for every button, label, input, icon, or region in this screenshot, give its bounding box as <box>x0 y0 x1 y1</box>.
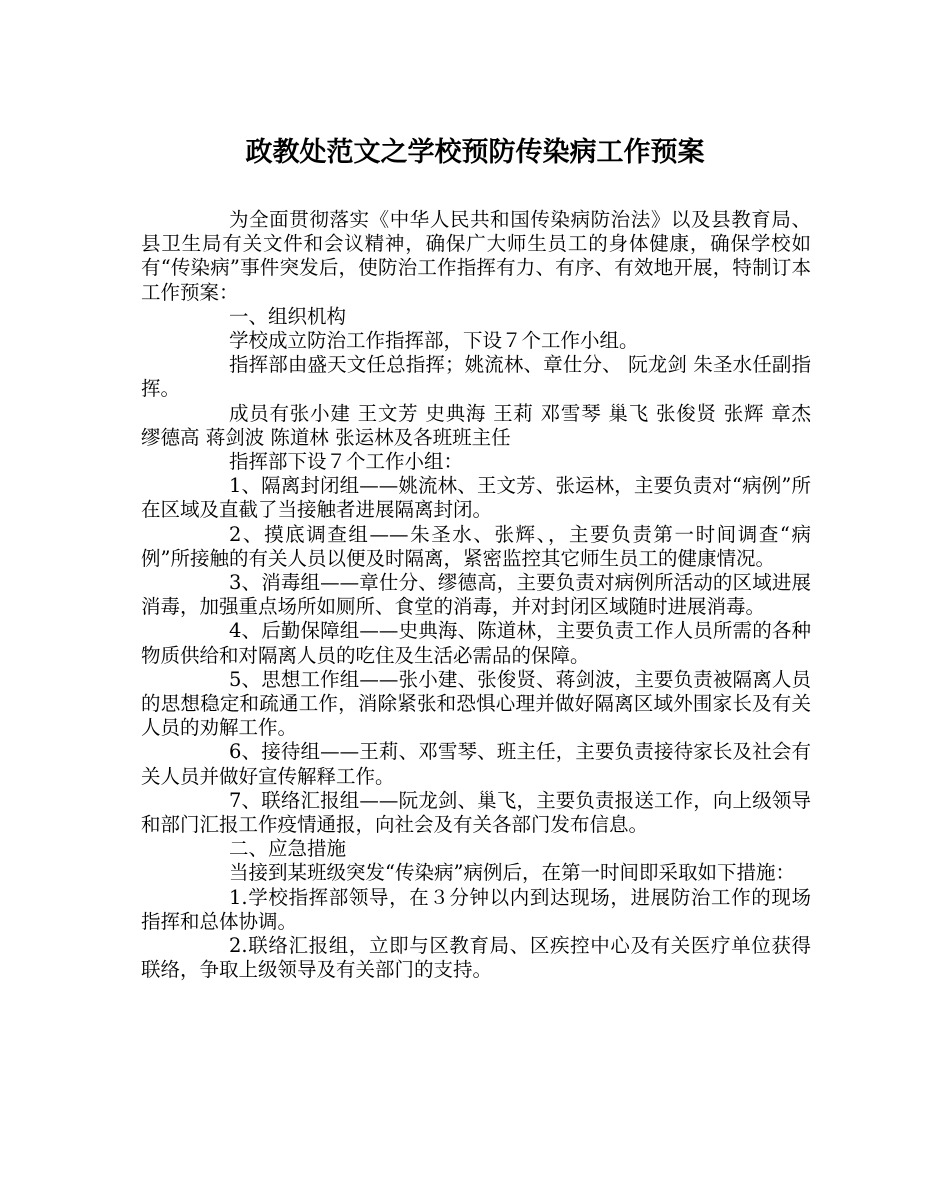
paragraph: 当接到某班级突发“传染病”病例后，在第一时间即采取如下措施： <box>229 861 795 885</box>
list-item: 3、消毒组——章仕分、缪德高，主要负责对病例所活动的区域进展消毒，加强重点场所如厕所、食堂的消毒，并对封闭区域随时进展消毒。 <box>141 571 811 619</box>
paragraph: 为全面贯彻落实《中华人民共和国传染病防治法》以及县教育局、县卫生局有关文件和会议精神，确保广大师生员工的身体健康，确保学校如有“传染病”事件突发后，使防治工作指挥有力、有序、有效地开展，特制订本工作预案： <box>141 208 811 304</box>
list-item: 7、联络汇报组——阮龙剑、巢飞，主要负责报送工作，向上级领导和部门汇报工作疫情通报，向社会及有关各部门发布信息。 <box>141 788 811 837</box>
section-heading: 一、组织机构 <box>229 304 347 328</box>
list-item: 4、后勤保障组——史典海、陈道林，主要负责工作人员所需的各种物质供给和对隔离人员的吃住及生活必需品的保障。 <box>141 619 811 667</box>
list-item: 2、摸底调查组——朱圣水、张辉、，主要负责第一时间调查“病例”所接触的有关人员以便及时隔离，紧密监控其它师生员工的健康情况。 <box>141 522 811 570</box>
paragraph: 学校成立防治工作指挥部，下设７个工作小组。 <box>229 329 639 353</box>
list-item: 5、思想工作组——张小建、张俊贤、蒋剑波，主要负责被隔离人员的思想稳定和疏通工作，消除紧张和恐惧心理并做好隔离区域外围家长及有关人员的劝解工作。 <box>141 667 811 740</box>
document-title: 政教处范文之学校预防传染病工作预案 <box>245 137 705 168</box>
paragraph: 指挥部由盛天文任总指挥；姚流林、章仕分、 阮龙剑 朱圣水任副指挥。 <box>141 353 811 401</box>
list-item: 2.联络汇报组，立即与区教育局、区疾控中心及有关医疗单位获得联络，争取上级领导及有关部门的支持。 <box>141 934 811 982</box>
list-item: 1.学校指挥部领导，在３分钟以内到达现场，进展防治工作的现场指挥和总体协调。 <box>141 885 811 933</box>
document-body <box>141 208 811 983</box>
paragraph: 成员有张小建 王文芳 史典海 王莉 邓雪琴 巢飞 张俊贤 张辉 章杰 缪德高 蒋剑波 陈道林 张运林及各班班主任 <box>141 401 811 449</box>
paragraph: 指挥部下设７个工作小组： <box>229 450 464 474</box>
list-item: 6、接待组——王莉、邓雪琴、班主任，主要负责接待家长及社会有关人员并做好宣传解释工作。 <box>141 740 811 788</box>
section-heading: 二、应急措施 <box>229 837 347 861</box>
list-item: 1、隔离封闭组——姚流林、王文芳、张运林，主要负责对“病例”所在区域及直截了当接触者进展隔离封闭。 <box>141 474 811 522</box>
